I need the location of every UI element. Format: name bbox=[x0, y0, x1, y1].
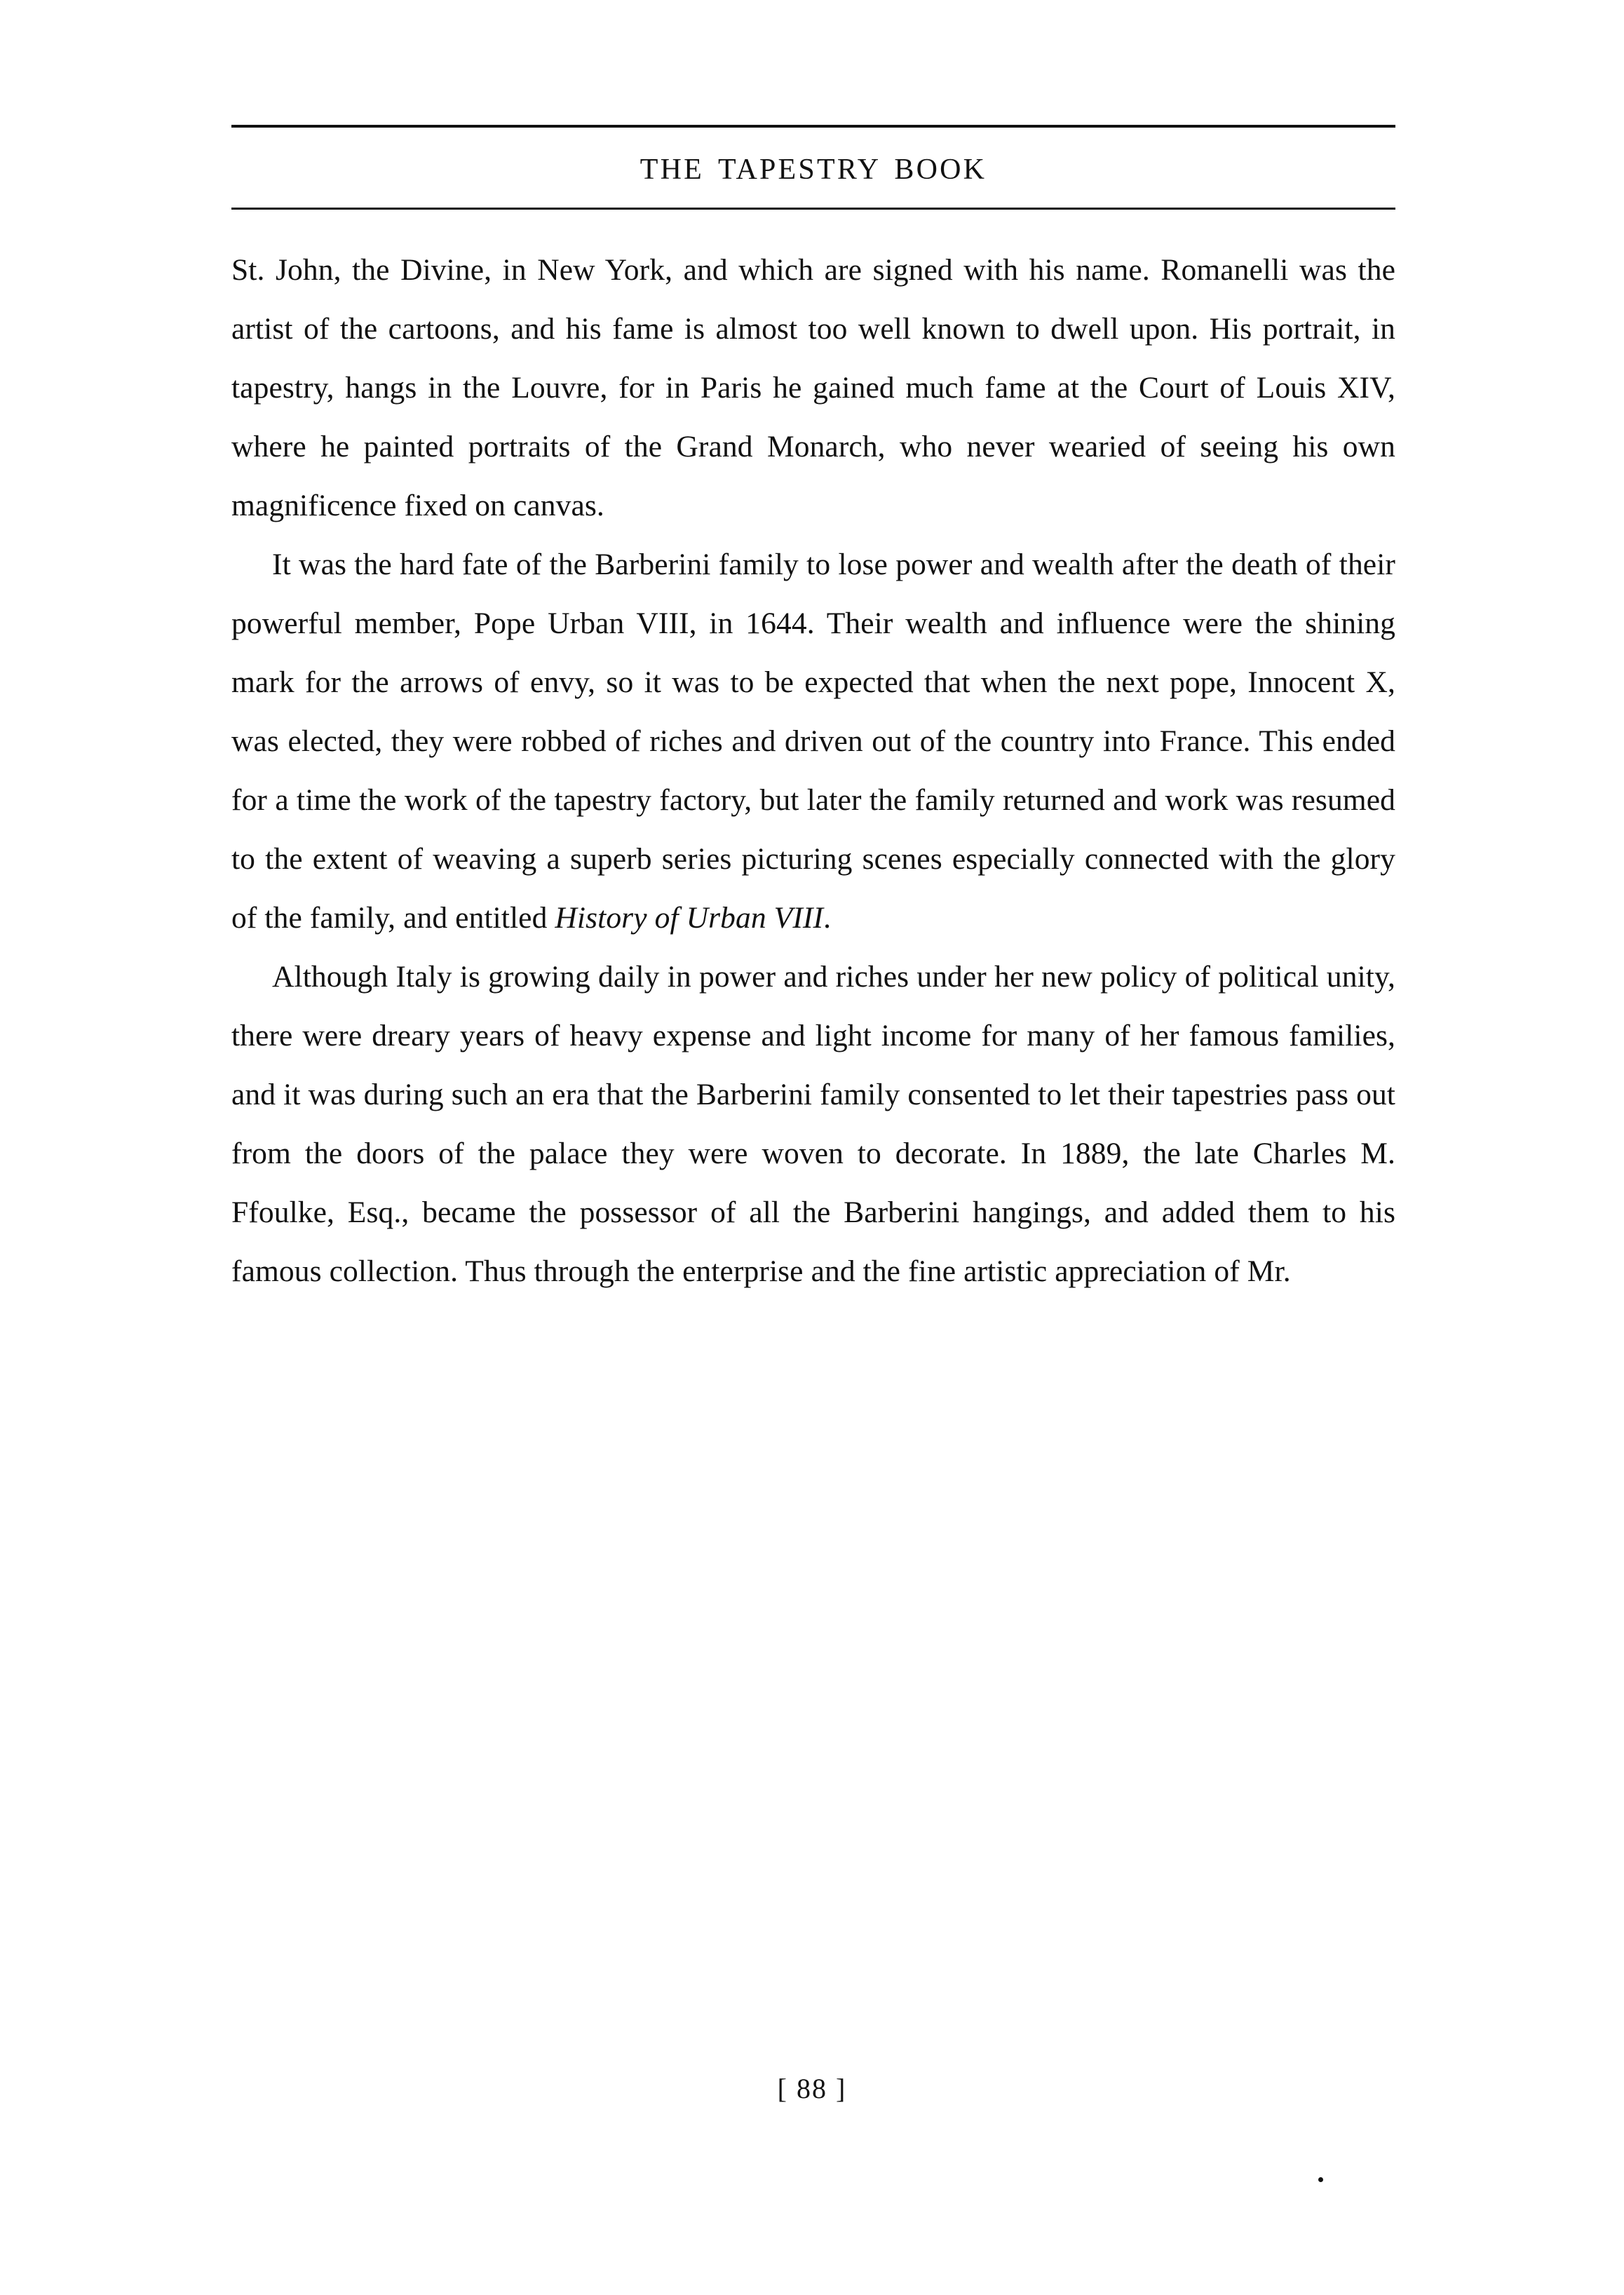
paragraph-2-text-after-italic: . bbox=[823, 901, 832, 935]
page-content bbox=[231, 125, 1395, 1301]
page-folio: [ 88 ] bbox=[777, 2073, 847, 2104]
body-paragraph-3: Although Italy is growing daily in power and riches under her new policy of political unity, there were dreary years of heavy expense and light income for many of her famous families, and it was during such an era that the Barberini family consented to let their tapestries pass out from the doors of the palace they were woven to decorate. In 1889, the late Charles M. Ffoulke, Esq., became the possessor of all the Barberini hangings, and added them to his famous collection. Thus through the enterprise and the fine artistic appreciation of Mr. bbox=[231, 960, 1395, 1288]
body-paragraph-1: St. John, the Divine, in New York, and which are signed with his name. Romanelli was the artist of the cartoons, and his fame is almost too well known to dwell upon. His portrait, in tapestry, hangs in the Louvre, for in Paris he gained much fame at the Court of Louis XIV, where he painted portraits of the Grand Monarch, who never wearied of seeing his own magnificence fixed on canvas. bbox=[231, 253, 1395, 522]
running-head: THE TAPESTRY BOOK bbox=[640, 154, 987, 186]
paragraph-2-italic-title: History of Urban VIII bbox=[555, 901, 824, 935]
body-paragraph-2 bbox=[231, 535, 1395, 947]
stray-ink-mark bbox=[1318, 2177, 1323, 2182]
paragraph-2-text-before-italic: It was the hard fate of the Barberini family to lose power and wealth after the death of their powerful member, Pope Urban VIII, in 1644. Their wealth and influence were the shining mark for the arrows of envy, so it was to be expected that when the next pope, Innocent X, was elected, they were robbed of riches and driven out of the country into France. This ended for a time the work of the tapestry factory, but later the family returned and work was resumed to the extent of weaving a superb series picturing scenes especially connected with the glory of the family, and entitled bbox=[231, 548, 1395, 935]
header-rule-bottom bbox=[231, 208, 1395, 210]
